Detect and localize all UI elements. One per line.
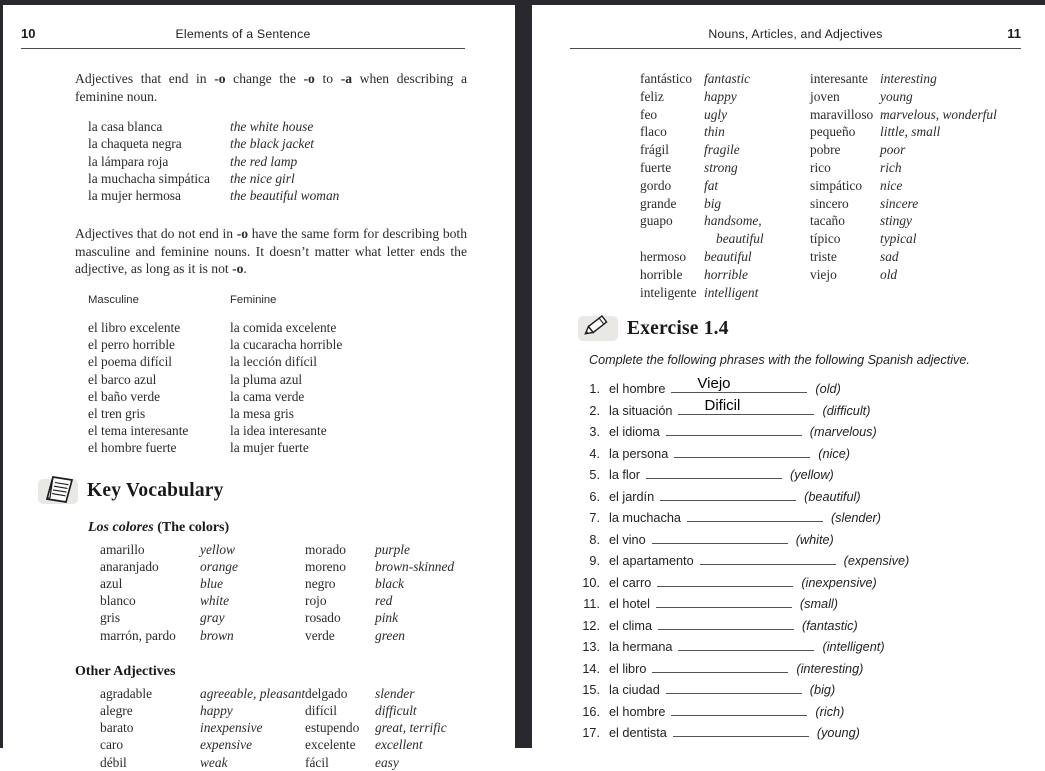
feminine-phrase: la mujer fuerte: [230, 440, 309, 456]
item-number: 10.: [582, 575, 600, 590]
english-word: easy: [375, 754, 399, 770]
spanish-word: débil: [100, 754, 127, 770]
item-number: 2.: [589, 403, 600, 418]
spanish-phrase: la mujer hermosa: [88, 188, 181, 203]
pencil-icon: [578, 316, 618, 341]
spanish-word: moreno: [305, 558, 346, 574]
spanish-word: marrón, pardo: [100, 627, 176, 643]
answer-blank[interactable]: [658, 617, 794, 630]
item-phrase: el apartamento: [609, 554, 694, 569]
table-row: [88, 439, 515, 456]
spanish-phrase: la casa blanca: [88, 119, 163, 135]
vocab-row: [640, 70, 1045, 88]
item-number: 12.: [582, 618, 600, 633]
english-word: sad: [880, 248, 899, 264]
table-row: [88, 371, 515, 388]
item-hint: (yellow): [790, 468, 834, 483]
vocab-row: [640, 284, 1045, 302]
item-number: 8.: [589, 532, 600, 547]
exercise-item: [570, 466, 1045, 483]
item-hint: (slender): [830, 511, 881, 526]
english-word: [880, 284, 1045, 302]
item-hint: (expensive): [843, 554, 910, 569]
item-hint: (inexpensive): [801, 575, 877, 590]
english-word: happy: [200, 703, 233, 719]
spanish-word: guapo: [640, 213, 673, 229]
vocab-row: [640, 248, 1045, 266]
spanish-word: hermoso: [640, 248, 687, 264]
english-word: intelligent: [704, 284, 759, 300]
vocab-row: [100, 719, 515, 736]
answer-blank[interactable]: [652, 531, 788, 544]
running-head: Nouns, Articles, and Adjectives: [708, 27, 883, 41]
english-word: poor: [880, 142, 906, 158]
vocab-row: [640, 159, 1045, 177]
vocab-row: [640, 230, 1045, 248]
english-word: white: [200, 593, 230, 609]
vocab-row: [640, 106, 1045, 124]
feminine-phrase: la mesa gris: [230, 406, 294, 421]
exercise-item: [570, 423, 1045, 440]
vocab-row: [100, 754, 515, 771]
english-word: great, terrific: [375, 720, 447, 736]
item-number: 1.: [589, 382, 600, 397]
column-header-masculine: Masculine: [88, 293, 139, 306]
spanish-word: blanco: [100, 593, 136, 609]
other-adjectives-subheading: Other Adjectives: [75, 663, 176, 679]
spanish-word: estupendo: [305, 720, 360, 736]
paragraph-invariable-rule: Adjectives that do not end in -o have the same form for describing both masculine and feminine nouns. It doesn’t matter what letter ends the adjective, as long as it is not -o.: [75, 226, 467, 277]
exercise-item: [570, 509, 1045, 526]
page-spread: [0, 5, 1045, 770]
spanish-word: [810, 284, 880, 302]
spanish-word: horrible: [640, 266, 683, 282]
english-word: fat: [704, 177, 719, 193]
adjectives-vocab-table: [640, 70, 1045, 301]
exercise-item: [570, 638, 1045, 655]
answer-blank[interactable]: [678, 396, 814, 415]
spanish-word: verde: [305, 627, 335, 643]
page-header-left: [21, 5, 465, 49]
english-word: handsome,: [704, 213, 762, 229]
answer-blank[interactable]: [656, 595, 792, 608]
english-translation: the red lamp: [230, 153, 298, 169]
vocab-row: [640, 141, 1045, 159]
colors-vocab-table: [100, 541, 515, 644]
spanish-word: interesante: [810, 71, 868, 86]
spanish-word: pequeño: [810, 124, 856, 140]
answer-blank[interactable]: [687, 509, 823, 522]
english-word: big: [704, 195, 722, 211]
spanish-word: agradable: [100, 685, 153, 701]
answer-blank[interactable]: [674, 445, 810, 458]
item-phrase: el hombre: [609, 382, 666, 397]
spanish-word: viejo: [810, 266, 837, 282]
item-phrase: la hermana: [609, 640, 673, 655]
spanish-word: negro: [305, 576, 336, 592]
item-number: 16.: [582, 704, 600, 719]
item-phrase: la persona: [609, 446, 669, 461]
section-title: Exercise 1.4: [627, 317, 729, 339]
vocab-row: [640, 266, 1045, 284]
spanish-phrase: la muchacha simpática: [88, 170, 210, 186]
exercise-heading: [578, 316, 1045, 341]
answer-blank[interactable]: [673, 724, 809, 737]
english-word: rich: [880, 159, 902, 175]
english-word: blue: [200, 576, 224, 592]
vocab-row: [100, 558, 515, 575]
item-phrase: la situación: [609, 403, 673, 418]
masculine-phrase: el tema interesante: [88, 423, 189, 439]
english-word: inexpensive: [200, 720, 263, 736]
english-word: interesting: [880, 71, 937, 86]
item-phrase: el jardín: [609, 489, 655, 504]
item-hint: (fantastic): [802, 618, 858, 633]
exercise-item: [570, 531, 1045, 547]
english-word: nice: [880, 177, 903, 193]
exercise-instruction: Complete the following phrases with the following Spanish adjective.: [589, 353, 970, 368]
english-word: ugly: [704, 106, 728, 122]
exercise-item: [570, 396, 1045, 418]
masculine-phrase: el libro excelente: [88, 319, 181, 335]
spanish-word: feo: [640, 106, 658, 122]
vocab-row: [640, 195, 1045, 213]
feminine-phrase: la cucaracha horrible: [230, 337, 343, 353]
item-phrase: el libro: [609, 661, 647, 676]
page-left: [3, 5, 515, 770]
item-hint: (rich): [815, 704, 845, 719]
vocab-row: [640, 88, 1045, 106]
item-hint: (intelligent): [822, 640, 885, 655]
colors-subheading-spanish: Los colores: [88, 519, 154, 535]
spanish-word: pobre: [810, 142, 841, 158]
table-row: [88, 336, 515, 353]
masculine-phrase: el barco azul: [88, 371, 157, 387]
feminine-phrase: la cama verde: [230, 388, 305, 404]
item-hint: (difficult): [822, 403, 871, 418]
item-number: 4.: [589, 446, 600, 461]
spanish-word: amarillo: [100, 541, 145, 557]
answer-blank[interactable]: [652, 660, 788, 673]
english-word: green: [375, 627, 405, 643]
english-word: thin: [704, 124, 725, 140]
english-word: horrible: [704, 266, 748, 282]
english-word: marvelous, wonderful: [880, 106, 997, 122]
spanish-word: anaranjado: [100, 558, 159, 574]
masculine-feminine-headers: [88, 294, 515, 306]
vocab-row: [100, 736, 515, 753]
item-hint: (interesting): [796, 661, 864, 676]
spanish-word: excelente: [305, 737, 356, 753]
exercise-item: [570, 552, 1045, 569]
section-title: Key Vocabulary: [87, 480, 224, 502]
key-vocabulary-heading: [38, 479, 515, 504]
english-word: strong: [704, 159, 738, 175]
table-row: [88, 405, 515, 422]
english-word: typical: [880, 231, 917, 247]
paragraph-feminine-rule: Adjectives that end in -o change the -o to -a when describing a feminine noun.: [75, 71, 467, 104]
item-number: 7.: [589, 511, 600, 526]
english-word: happy: [704, 88, 737, 104]
spanish-word: azul: [100, 576, 123, 592]
english-word: expensive: [200, 737, 253, 753]
feminine-phrase: la lección difícil: [230, 354, 317, 370]
spanish-word: caro: [100, 737, 124, 753]
item-phrase: la flor: [609, 468, 641, 483]
item-number: 17.: [582, 726, 600, 741]
english-word: purple: [375, 541, 410, 557]
vocab-row: [100, 592, 515, 609]
table-row: [88, 388, 515, 405]
page-right: [532, 5, 1045, 748]
item-hint: (white): [795, 532, 834, 547]
vocab-row: [100, 627, 515, 644]
example-row: [88, 170, 515, 187]
item-hint: (beautiful): [804, 489, 861, 504]
spanish-word: rico: [810, 159, 831, 175]
book-gutter: [515, 5, 532, 748]
answer-blank[interactable]: [646, 466, 782, 479]
item-number: 3.: [589, 425, 600, 440]
english-word: pink: [375, 610, 399, 626]
spanish-word: típico: [810, 231, 841, 247]
other-adjectives-table: [100, 685, 515, 771]
spanish-word: tacaño: [810, 213, 845, 229]
english-word: difficult: [375, 703, 417, 719]
answer-blank[interactable]: [660, 488, 796, 501]
english-word: fragile: [704, 142, 740, 158]
item-hint: (small): [799, 597, 838, 612]
table-row: [88, 319, 515, 336]
english-word: weak: [200, 754, 228, 770]
english-translation: the white house: [230, 119, 314, 135]
english-translation: the beautiful woman: [230, 188, 340, 203]
running-head: Elements of a Sentence: [175, 27, 311, 41]
answer-blank[interactable]: [666, 423, 802, 436]
item-hint: (nice): [818, 446, 850, 461]
english-word: slender: [375, 685, 415, 701]
colors-subheading-english: (The colors): [153, 519, 230, 535]
example-row: [88, 187, 515, 204]
masculine-phrase: el tren gris: [88, 406, 146, 421]
item-phrase: el hotel: [609, 597, 650, 612]
spanish-word: barato: [100, 720, 134, 736]
feminine-phrase: la idea interesante: [230, 423, 327, 439]
item-phrase: la ciudad: [609, 683, 660, 698]
english-word: agreeable, pleasant: [200, 685, 306, 701]
spanish-word: gordo: [640, 177, 672, 193]
spanish-word: sincero: [810, 195, 849, 211]
item-phrase: el carro: [609, 575, 652, 590]
item-hint: (big): [809, 683, 836, 698]
answer-blank[interactable]: [666, 681, 802, 694]
item-number: 6.: [589, 489, 600, 504]
english-word: brown-skinned: [375, 558, 455, 574]
example-row: [88, 135, 515, 152]
english-word: excellent: [375, 737, 423, 753]
answer-blank[interactable]: [678, 638, 814, 651]
vocab-row: [100, 702, 515, 719]
spanish-word: simpático: [810, 177, 863, 193]
feminine-phrase: la comida excelente: [230, 319, 337, 335]
vocab-row: [640, 123, 1045, 141]
exercise-item: [570, 703, 1045, 719]
column-header-feminine: Feminine: [230, 293, 277, 306]
spanish-word: fuerte: [640, 159, 672, 175]
feminine-phrase: la pluma azul: [230, 371, 303, 387]
exercise-list: [570, 375, 1045, 741]
exercise-item: [570, 617, 1045, 633]
english-translation: the black jacket: [230, 136, 315, 152]
spanish-phrase: la lámpara roja: [88, 153, 169, 169]
answer-blank[interactable]: [671, 703, 807, 716]
spanish-word: feliz: [640, 88, 664, 104]
english-word: little, small: [880, 124, 941, 140]
spanish-word: difícil: [305, 703, 337, 719]
item-hint: (young): [816, 726, 860, 741]
answer-blank[interactable]: [671, 375, 807, 393]
exercise-item: [570, 595, 1045, 612]
exercise-item: [570, 574, 1045, 590]
spanish-phrase: la chaqueta negra: [88, 136, 182, 152]
item-phrase: la muchacha: [609, 511, 681, 526]
spanish-word: joven: [810, 88, 840, 104]
table-row: [88, 353, 515, 370]
answer-blank[interactable]: [700, 552, 836, 565]
example-list: [88, 118, 515, 204]
vocab-row: [100, 609, 515, 626]
english-word: fantastic: [704, 71, 751, 86]
english-word: orange: [200, 558, 238, 574]
spanish-word: frágil: [640, 142, 669, 158]
page-number: 10: [21, 26, 36, 41]
masculine-phrase: el baño verde: [88, 388, 161, 404]
notepad-icon: [38, 479, 78, 504]
spanish-word: flaco: [640, 124, 667, 140]
exercise-item: [570, 488, 1045, 504]
item-number: 15.: [582, 683, 600, 698]
example-row: [88, 118, 515, 135]
spanish-word: triste: [810, 248, 837, 264]
item-number: 14.: [582, 661, 600, 676]
answer-blank[interactable]: [657, 574, 793, 587]
exercise-item: [570, 681, 1045, 698]
english-word: brown: [200, 627, 234, 643]
english-word: yellow: [200, 541, 235, 557]
english-word: stingy: [880, 213, 912, 229]
typed-answer: Viejo: [697, 375, 731, 393]
item-hint: (marvelous): [809, 425, 877, 440]
spanish-word: morado: [305, 541, 346, 557]
english-word: beautiful: [704, 248, 752, 264]
item-hint: (old): [815, 382, 841, 397]
spanish-word: fantástico: [640, 71, 693, 86]
vocab-row: [100, 575, 515, 592]
english-word: sincere: [880, 195, 919, 211]
spanish-word: maravilloso: [810, 106, 874, 122]
item-number: 13.: [582, 640, 600, 655]
page-header-right: [570, 5, 1021, 49]
example-row: [88, 153, 515, 170]
english-word: young: [880, 88, 913, 104]
item-phrase: el hombre: [609, 704, 666, 719]
masculine-phrase: el poema difícil: [88, 354, 173, 370]
english-word: beautiful: [716, 231, 764, 247]
exercise-item: [570, 445, 1045, 461]
english-word: gray: [200, 610, 225, 626]
item-phrase: el vino: [609, 532, 646, 547]
item-number: 5.: [589, 468, 600, 483]
english-translation: the nice girl: [230, 170, 295, 186]
item-phrase: el dentista: [609, 726, 667, 741]
vocab-row: [100, 685, 515, 702]
page-number: 11: [1007, 26, 1021, 41]
spanish-word: fácil: [305, 754, 329, 770]
item-phrase: el clima: [609, 618, 653, 633]
exercise-item: [570, 660, 1045, 676]
spanish-word: alegre: [100, 703, 133, 719]
spanish-word: grande: [640, 195, 677, 211]
vocab-row: [640, 212, 1045, 230]
vocab-row: [640, 177, 1045, 195]
spanish-word: rojo: [305, 593, 327, 609]
spanish-word: [640, 230, 704, 248]
masculine-phrase: el hombre fuerte: [88, 440, 177, 456]
exercise-item: [570, 375, 1045, 397]
english-word: old: [880, 266, 898, 282]
exercise-item: [570, 724, 1045, 741]
spanish-word: gris: [100, 610, 121, 626]
spanish-word: rosado: [305, 610, 341, 626]
colors-subheading: [88, 520, 515, 536]
item-number: 9.: [589, 554, 600, 569]
item-phrase: el idioma: [609, 425, 660, 440]
english-word: black: [375, 576, 404, 592]
english-word: red: [375, 593, 393, 609]
masculine-phrase: el perro horrible: [88, 337, 175, 353]
vocab-row: [100, 541, 515, 558]
spanish-word: inteligente: [640, 284, 697, 300]
typed-answer: Dificil: [704, 396, 741, 414]
item-number: 11.: [583, 597, 600, 612]
table-row: [88, 422, 515, 439]
spanish-word: delgado: [305, 685, 348, 701]
masculine-feminine-table: [88, 319, 515, 457]
